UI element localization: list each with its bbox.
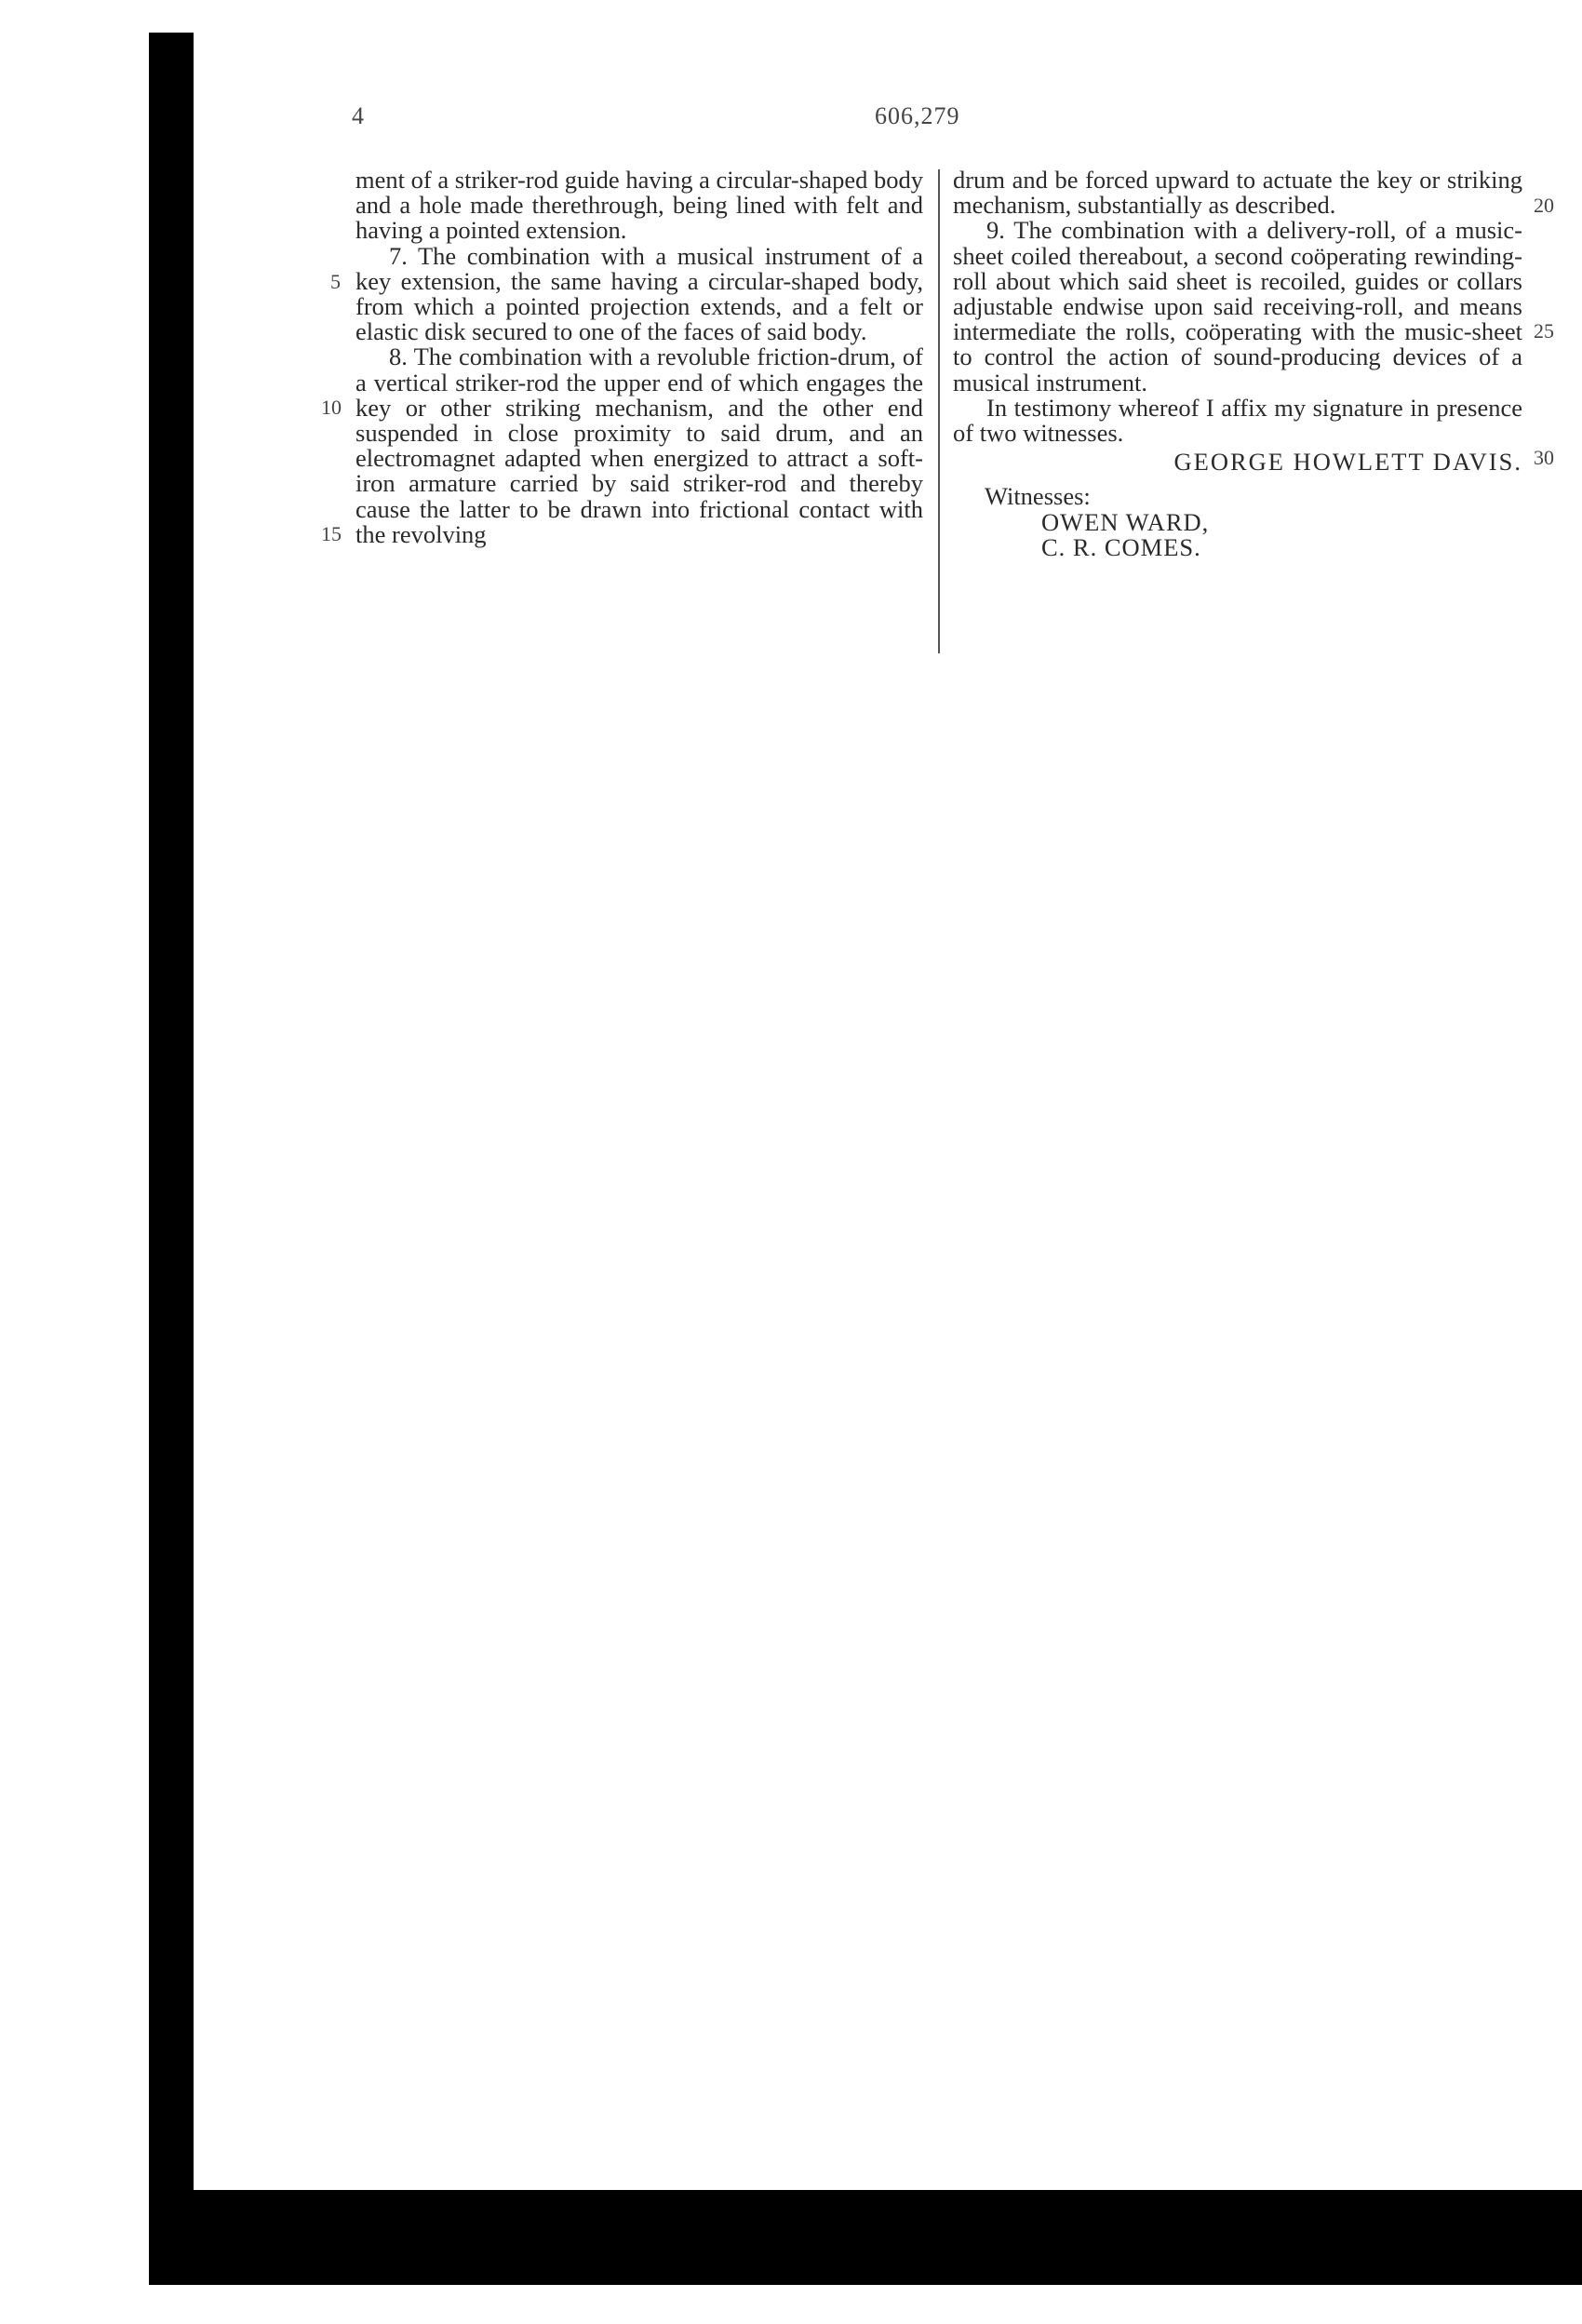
- testimony-clause: In testimony whereof I affix my signature in presence of two witnesses.: [953, 393, 1522, 448]
- line-number-25: 25: [1534, 319, 1554, 343]
- witness-name: OWEN WARD,: [1041, 507, 1210, 536]
- patent-number: 606,279: [875, 102, 960, 129]
- claim-8: 8. The combination with a revoluble friction-drum, of a vertical striker-rod the upper end of which engages the key or other striking mechanism, and the other end suspended in close proximity to said drum, and an electromagnet adapted when energized to attract a soft-iron armature carried by said striker-rod and thereby cause the latter to be drawn into frictional contact with the revolving: [355, 343, 923, 548]
- claim-7: 7. The combination with a musical instrument of a key extension, the same having a circular-shaped body, from which a pointed projection extends, and a felt or elastic disk secured to one of the faces of said body.: [355, 241, 923, 346]
- inventor-signature: GEORGE HOWLETT DAVIS.: [1173, 448, 1522, 477]
- scan-margin: [0, 0, 149, 2324]
- page-number: 4: [352, 102, 364, 129]
- witness-name: C. R. COMES.: [1041, 532, 1201, 561]
- line-number-30: 30: [1534, 446, 1554, 469]
- scan-border-bottom: [149, 2190, 1582, 2285]
- right-column: [953, 168, 1522, 560]
- line-number-10: 10: [321, 396, 342, 419]
- claim-9: 9. The combination with a delivery-roll, of a music-sheet coiled thereabout, a second coöperating rewinding-roll about which said sheet is recoiled, guides or collars adjustable endwise upon said receiving-roll, and means intermediate the rolls, coöperating with the music-sheet to control the action of sound-producing devices of a musical instrument.: [953, 216, 1522, 396]
- line-number-5: 5: [330, 270, 341, 293]
- scan-border-left: [149, 33, 194, 2285]
- claim-8-continuation: drum and be forced upward to actuate the key or striking mechanism, substantially as described.: [953, 166, 1522, 220]
- line-number-20: 20: [1534, 194, 1554, 217]
- line-number-15: 15: [321, 522, 342, 545]
- witnesses-label: Witnesses:: [985, 482, 1091, 511]
- left-column: [355, 168, 923, 547]
- column-divider: [938, 169, 940, 653]
- claim-6-continuation: ment of a striker-rod guide having a circular-shaped body and a hole made therethrough, being lined with felt and having a pointed extension.: [355, 166, 923, 245]
